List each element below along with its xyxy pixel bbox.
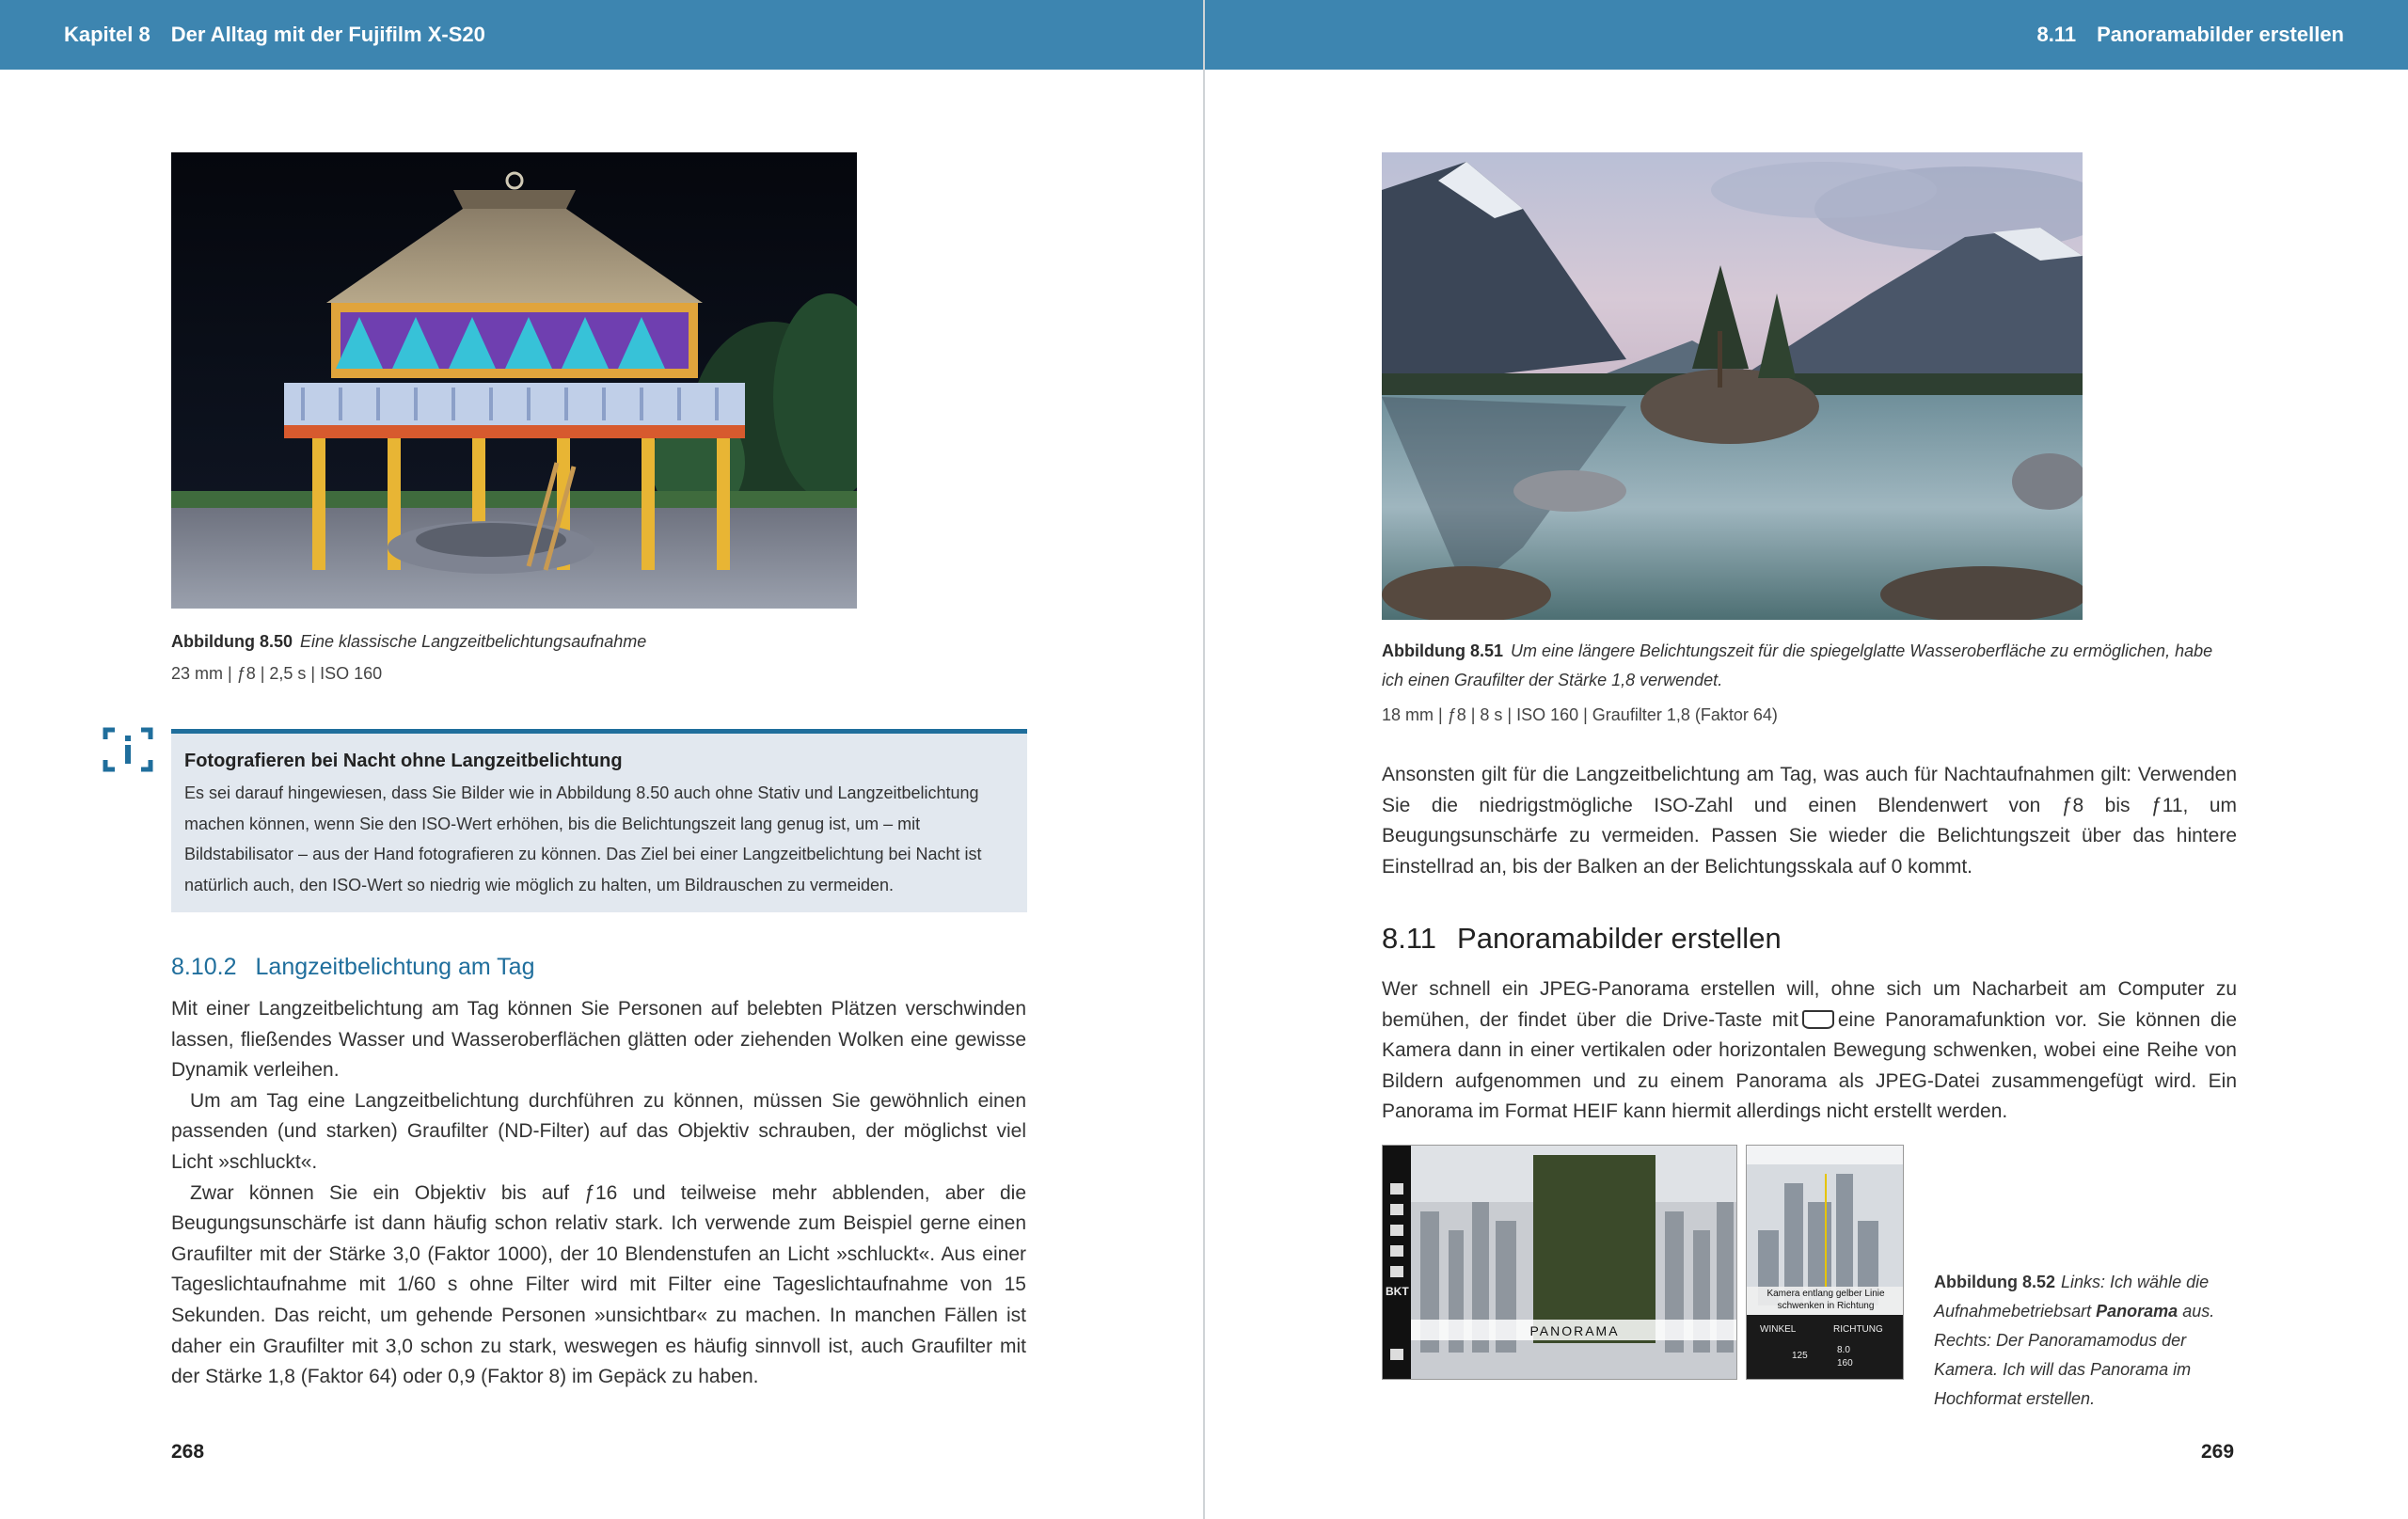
screen-side-icon-bkt: BKT	[1386, 1285, 1409, 1298]
screen-shutter-value: 125	[1792, 1351, 1808, 1361]
info-box-title: Fotografieren bei Nacht ohne Langzeitbelichtung	[184, 751, 623, 771]
figure-caption-emphasis: Panorama	[2096, 1302, 2178, 1321]
info-icon	[102, 726, 154, 773]
paragraph-part: eine Panoramafunktion vor. Sie können die Kamera dann in einer vertikalen oder horizontalen Bewegung schwenken, wobei eine Reihe von Bildern aufgenommen und zu einem Panorama als JPEG-Datei zusammengefügt wird. Ein Panorama im Format HEIF kann hiermit allerdings nicht erstellt werden.	[1382, 1008, 2238, 1123]
screen-mode-label: PANORAMA	[1529, 1323, 1620, 1338]
figure-8-51-photo	[1382, 152, 2083, 620]
screen-button-winkel: WINKEL	[1760, 1324, 1797, 1335]
info-box	[171, 729, 1027, 912]
body-paragraph: Ansonsten gilt für die Langzeitbelichtung am Tag, was auch für Nachtaufnahmen gilt: Verwenden Sie die niedrigstmögliche ISO-Zahl und einen Blendenwert von ƒ8 bis ƒ11, um Beugungsunschärfe zu vermeiden. Passen Sie wieder die Belichtungszeit über das hintere Einstellrad an, bis der Balken an der Belichtungsskala auf 0 kommt.	[1382, 764, 2237, 878]
right-panorama-text	[1382, 974, 2237, 1128]
right-running-header	[1205, 0, 2408, 70]
figure-caption-text: aus. Rechts: Der Panoramamodus der Kamera. Ich will das Panorama im Hochformat erstellen.	[1934, 1302, 2215, 1408]
figure-caption-text: Eine klassische Langzeitbelichtungsaufnahme	[300, 632, 647, 651]
figure-8-52-screen-right	[1746, 1145, 1904, 1380]
figure-label: Abbildung 8.50	[171, 632, 293, 651]
chapter-number: Kapitel 8	[64, 23, 150, 46]
figure-8-52-caption	[1934, 1268, 2216, 1414]
mountain-lake-image	[1382, 152, 2083, 620]
section-title: Panoramabilder erstellen	[2097, 23, 2344, 46]
left-body-text	[171, 994, 1026, 1393]
screen-button-richtung: RICHTUNG	[1833, 1324, 1883, 1335]
chapter-title: Der Alltag mit der Fujifilm X-S20	[170, 23, 485, 46]
pavilion-night-image	[171, 152, 857, 609]
page-gutter	[1203, 0, 1205, 1519]
screen-hint-line2: schwenken in Richtung	[1777, 1301, 1875, 1311]
left-running-header	[0, 0, 1203, 70]
right-intro-text	[1382, 760, 2237, 882]
figure-8-50-photo	[171, 152, 857, 609]
page-number-right: 269	[2201, 1441, 2235, 1463]
section-heading-number: 8.10.2	[171, 954, 237, 980]
section-number: 8.11	[2036, 23, 2077, 46]
figure-8-50-exif: 23 mm | ƒ8 | 2,5 s | ISO 160	[171, 664, 383, 683]
body-paragraph: Zwar können Sie ein Objektiv bis auf ƒ16 und teilweise mehr abblenden, aber die Beugungsunschärfe ist dann häufig schon relativ stark. Ich verwende zum Beispiel gerne einen Graufilter mit der Stärke 3,0 (Faktor 1000), der 10 Blendenstufen an Licht »schluckt«. Aus einer Tageslichtaufnahme mit 1/60 s ohne Filter wird mit Filter eine Tageslichtaufnahme von 15 Sekunden. Das reicht, um gehende Personen »unsichtbar« zu machen. In manchen Fällen ist daher ein Graufilter mit 3,0 schon zu stark, weswegen es häufig sinnvoll ist, auch Graufilter mit der Stärke 1,8 (Faktor 64) oder 0,9 (Faktor 8) im Gepäck zu haben.	[171, 1181, 1026, 1388]
section-heading-title: Panoramabilder erstellen	[1457, 922, 1782, 955]
screen-aperture-value: 8.0	[1837, 1345, 1850, 1355]
body-paragraph: Mit einer Langzeitbelichtung am Tag können Sie Personen auf belebten Plätzen verschwinden lassen, fließendes Wasser und Wasseroberflächen glätten oder ziehenden Wolken eine gewisse Dynamik verleihen.	[171, 998, 1026, 1082]
panorama-drive-icon	[1802, 1010, 1834, 1029]
screen-hint-line1: Kamera entlang gelber Linie	[1766, 1289, 1885, 1299]
figure-8-51-caption	[1382, 637, 2228, 695]
page-number-left: 268	[171, 1441, 205, 1463]
section-heading-title: Langzeitbelichtung am Tag	[255, 954, 535, 980]
figure-label: Abbildung 8.51	[1382, 641, 1504, 660]
section-heading-8-10-2	[171, 954, 535, 981]
figure-label: Abbildung 8.52	[1934, 1273, 2056, 1291]
paragraph-part: Wer schnell ein JPEG-Panorama erstellen will, ohne sich um Nacharbeit am Computer zu bemühen, der findet über die Drive-Taste mit	[1382, 978, 2237, 1031]
figure-8-52-screen-left	[1382, 1145, 1737, 1380]
section-heading-8-11	[1382, 922, 1782, 956]
figure-8-51-exif: 18 mm | ƒ8 | 8 s | ISO 160 | Graufilter 1,8 (Faktor 64)	[1382, 705, 1778, 724]
body-paragraph	[1382, 974, 2237, 1128]
figure-caption-text: Links: Ich wähle die Aufnahmebetriebsart	[1934, 1273, 2210, 1321]
figure-caption-text: Um eine längere Belichtungszeit für die spiegelglatte Wasseroberfläche zu ermöglichen, habe ich einen Graufilter der Stärke 1,8 verwendet.	[1382, 641, 2213, 689]
figure-8-50-caption	[171, 627, 1018, 657]
section-heading-number: 8.11	[1382, 922, 1437, 955]
body-paragraph: Um am Tag eine Langzeitbelichtung durchführen zu können, müssen Sie gewöhnlich einen passenden (und starken) Graufilter (ND-Filter) auf das Objektiv schrauben, der möglichst viel Licht »schluckt«.	[171, 1089, 1026, 1173]
screen-iso-value: 160	[1837, 1358, 1853, 1369]
info-box-text: Es sei darauf hingewiesen, dass Sie Bilder wie in Abbildung 8.50 auch ohne Stativ und Langzeitbelichtung machen können, wenn Sie den ISO-Wert erhöhen, bis die Belichtungszeit lang genug ist, um – mit Bildstabilisator – aus der Hand fotografieren zu können. Das Ziel bei einer Langzeitbelichtung bei Nacht ist natürlich auch, den ISO-Wert so niedrig wie möglich zu halten, um Bildrauschen zu vermeiden.	[184, 783, 982, 894]
